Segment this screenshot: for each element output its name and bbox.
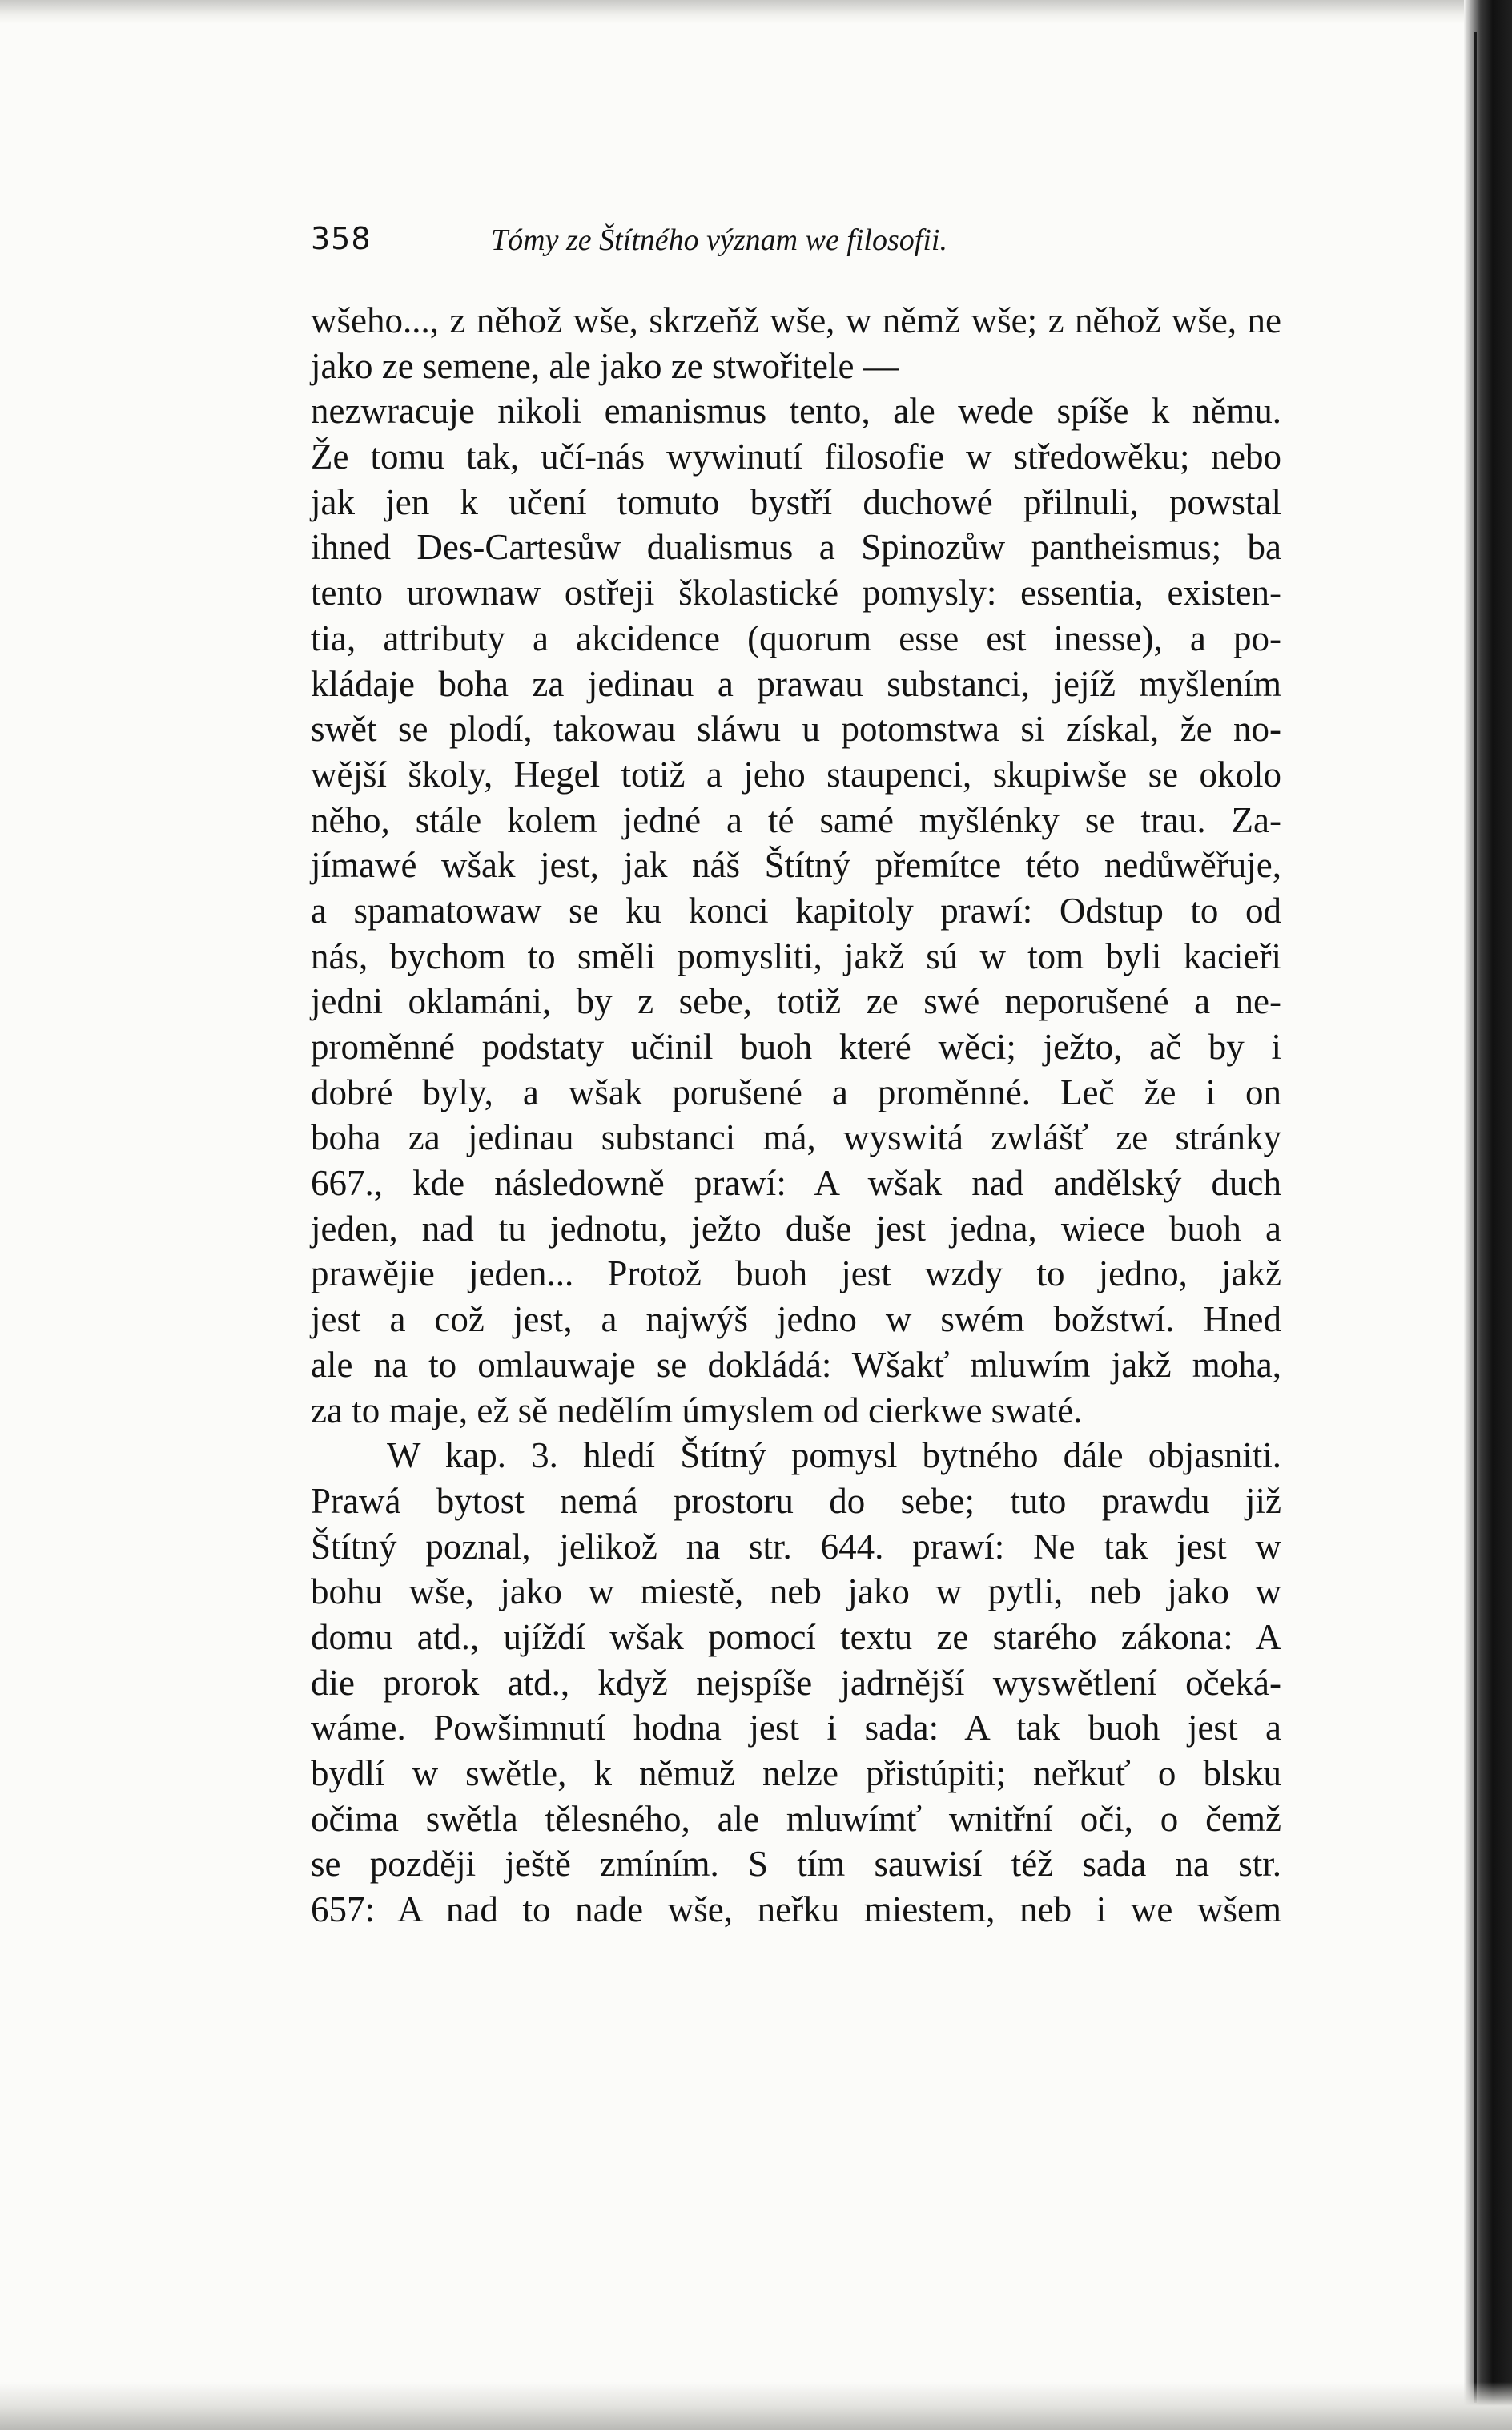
text-line: proměnné podstaty učinil buoh které wěci; ježto, ač by i (311, 1027, 1281, 1068)
book-binding-edge (1464, 0, 1512, 2430)
text-line: jímawé wšak jest, jak náš Štítný přemítce této nedůwěřuje, (311, 845, 1281, 886)
text-line: jak jen k učení tomuto bystří duchowé přilnuli, powstal (311, 481, 1281, 522)
text-line: bydlí w swětle, k němuž nelze přistúpiti; neřkuť o blsku (311, 1753, 1281, 1794)
binding-line (1474, 32, 1477, 2403)
text-line: se později ještě zmíním. S tím sauwisí též sada na str. (311, 1844, 1281, 1885)
text-line: jedni oklamáni, by z sebe, totiž ze swé neporušené a ne- (311, 981, 1281, 1022)
running-header (311, 215, 1281, 279)
text-line: nás, bychom to směli pomysliti, jakž sú w tom byli kacieři (311, 935, 1281, 976)
text-line: boha za jedinau substanci má, wyswitá zwlášť ze stránky (311, 1117, 1281, 1158)
text-line: prawějie jeden... Protož buoh jest wzdy to jedno, jakž (311, 1253, 1281, 1294)
text-line: wější školy, Hegel totiž a jeho staupenci, skupiwše se okolo (311, 754, 1281, 795)
page-number: 358 (311, 221, 372, 256)
text-line: jeden, nad tu jednotu, ježto duše jest jedna, wiece buoh a (311, 1208, 1281, 1249)
paragraph-1 (311, 298, 1281, 1433)
text-line: 667., kde následowně prawí: A wšak nad andělský duch (311, 1163, 1281, 1204)
text-line: tia, attributy a akcidence (quorum esse est inesse), a po- (311, 618, 1281, 658)
text-line: W kap. 3. hledí Štítný pomysl bytného dále objasniti. (387, 1435, 1281, 1476)
text-line: jest a což jest, a najwýš jedno w swém božstwí. Hned (311, 1299, 1281, 1340)
text-line: a spamatowaw se ku konci kapitoly prawí: Odstup to od (311, 890, 1281, 931)
text-line: něho, stále kolem jedné a té samé myšlénky se trau. Za- (311, 799, 1281, 840)
top-page-shadow (0, 0, 1512, 24)
text-line: 657: A nad to nade wše, neřku miestem, neb i we wšem (311, 1889, 1281, 1930)
paragraph-2 (311, 1433, 1281, 1933)
text-line: swět se plodí, takowau sláwu u potomstwa si získal, že no- (311, 709, 1281, 750)
text-line: die prorok atd., když nejspíše jadrnější wyswětlení očeká- (311, 1662, 1281, 1703)
text-line: Že tomu tak, učí-nás wywinutí filosofie w středowěku; nebo (311, 437, 1281, 477)
text-line: bohu wše, jako w miestě, neb jako w pytli, neb jako w (311, 1571, 1281, 1612)
text-line: Štítný poznal, jelikož na str. 644. prawí: Ne tak jest w (311, 1526, 1281, 1567)
bottom-page-shadow (0, 2382, 1512, 2430)
body-text (311, 298, 1281, 1933)
text-line: nezwracuje nikoli emanismus tento, ale wede spíše k němu. (311, 391, 1281, 432)
text-line: domu atd., ujíždí wšak pomocí textu ze starého zákona: A (311, 1616, 1281, 1657)
text-line: ale na to omlauwaje se dokládá: Wšakť mluwím jakž moha, (311, 1344, 1281, 1385)
text-line: wšeho..., z něhož wše, skrzeňž wše, w němž wše; z něhož wše, ne jako ze semene, ale jako ze stwořitele — (311, 300, 1281, 386)
text-line: Prawá bytost nemá prostoru do sebe; tuto prawdu již (311, 1480, 1281, 1521)
page-text-block (311, 215, 1281, 1933)
text-line: ihned Des-Cartesůw dualismus a Spinozůw pantheismus; ba (311, 527, 1281, 568)
text-line: dobré byly, a wšak porušené a proměnné. Leč že i on (311, 1072, 1281, 1112)
text-line: za to maje, ež sě nedělím úmyslem od cierkwe swaté. (311, 1390, 1083, 1430)
text-line: kládaje boha za jedinau a prawau substanci, jejíž myšlením (311, 663, 1281, 704)
text-line: wáme. Powšimnutí hodna jest i sada: A tak buoh jest a (311, 1708, 1281, 1748)
running-title: Tómy ze Štítného význam we filosofii. (491, 223, 947, 257)
text-line: očima swětla tělesného, ale mluwímť wnitřní oči, o čemž (311, 1798, 1281, 1839)
text-line: tento urownaw ostřeji školastické pomysly: essentia, existen- (311, 573, 1281, 614)
